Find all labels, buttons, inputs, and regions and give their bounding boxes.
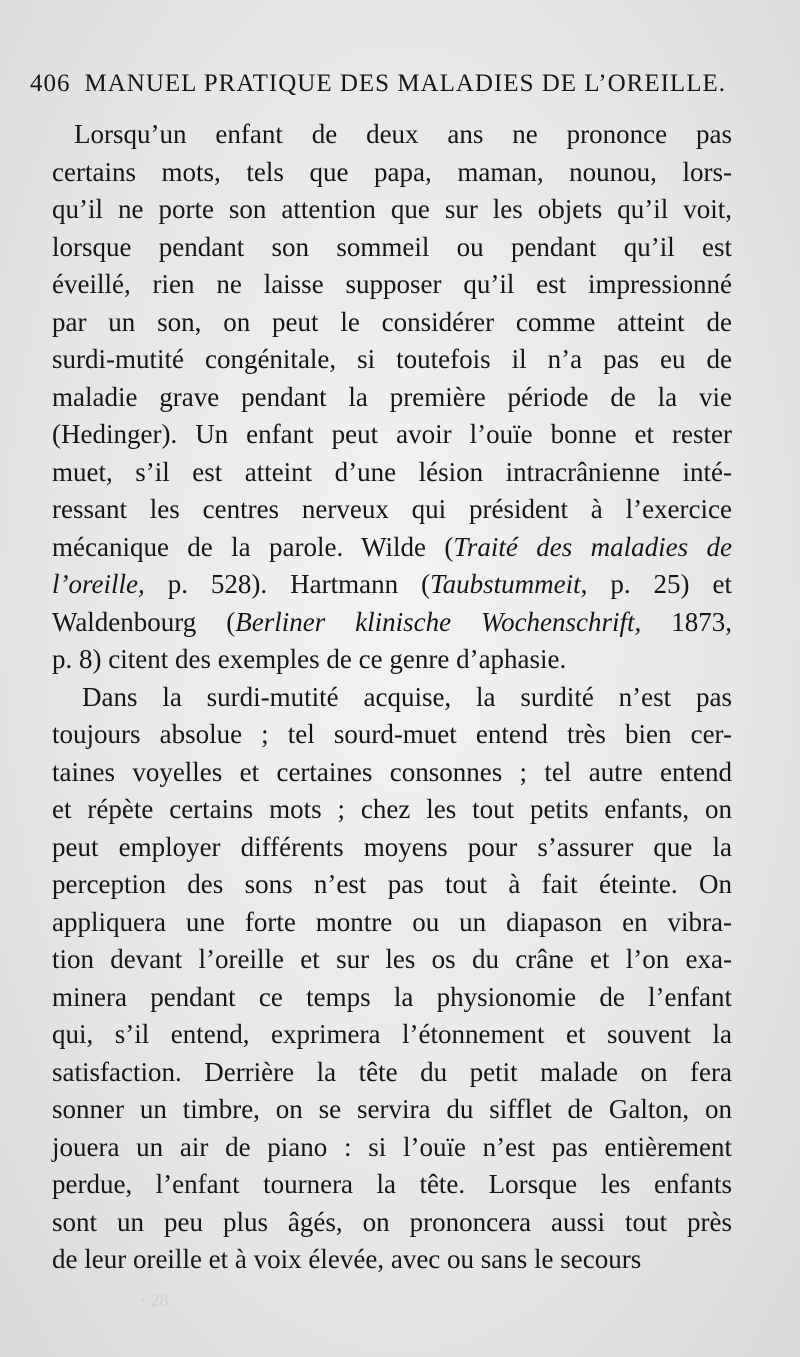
text-line (52, 416, 732, 454)
text-segment: appliquera une forte montre ou un diapason en vibra- (52, 906, 732, 937)
text-segment: lorsque pendant son sommeil ou pendant qu’il est (52, 231, 732, 262)
text-line (52, 1241, 732, 1279)
text-segment: perdue, l’enfant tournera la tête. Lorsque les enfants (52, 1169, 732, 1199)
text-line (52, 1016, 732, 1054)
text-line (52, 529, 732, 567)
text-line (52, 1204, 732, 1242)
text-segment: (Hedinger). Un enfant peut avoir l’ouïe bonne et rester (52, 419, 732, 449)
text-segment: qu’il ne porte son attention que sur les objets qu’il voit, (52, 194, 732, 224)
text-line (52, 341, 732, 379)
text-segment: p. 8) citent des exemples de ce genre d’aphasie. (52, 644, 567, 674)
text-segment: tion devant l’oreille et sur les os du crâne et l’on exa- (52, 944, 732, 974)
text-segment: satisfaction. Derrière la tête du petit malade on fera (52, 1056, 732, 1087)
text-segment: minera pendant ce temps la physionomie de l’enfant (52, 981, 732, 1012)
text-segment: Waldenbourg ( (52, 606, 236, 637)
italic-text: Taubstummeit, (430, 569, 588, 599)
italic-text: Traité des maladies de (453, 531, 732, 562)
text-segment: sont un peu plus âgés, on prononcera aussi tout près (52, 1206, 732, 1237)
text-line (52, 941, 732, 979)
bottom-mark: · 28 (140, 1290, 169, 1310)
text-segment: mécanique de la parole. Wilde ( (52, 531, 454, 562)
text-line (52, 1054, 732, 1092)
text-segment: Lorsqu’un enfant de deux ans ne prononce pas (74, 119, 732, 149)
text-segment: muet, s’il est atteint d’une lésion intracrânienne inté- (52, 456, 732, 487)
text-segment: éveillé, rien ne laisse supposer qu’il est impressionné (52, 269, 732, 299)
text-segment: taines voyelles et certaines consonnes ; tel autre entend (52, 756, 732, 787)
text-segment: sonner un timbre, on se servira du sifflet de Galton, on (52, 1094, 732, 1124)
text-line (52, 716, 732, 754)
text-line (52, 1166, 732, 1204)
text-line (52, 866, 732, 904)
text-line (52, 829, 732, 867)
text-line (52, 566, 732, 604)
italic-text: l’oreille, (52, 569, 145, 599)
running-header (30, 70, 770, 98)
text-line (52, 454, 732, 492)
text-line (52, 379, 732, 417)
text-segment: et répète certains mots ; chez les tout petits enfants, on (52, 794, 732, 824)
text-segment: certains mots, tels que papa, maman, nounou, lors- (52, 156, 732, 187)
text-segment: qui, s’il entend, exprimera l’étonnement et souvent la (52, 1019, 732, 1049)
text-segment: perception des sons n’est pas tout à fait éteinte. On (52, 869, 732, 899)
text-segment: p. 25) et (587, 569, 732, 599)
text-segment: Dans la surdi-mutité acquise, la surdité n’est pas (82, 681, 732, 712)
text-line (52, 641, 732, 679)
text-segment: toujours absolue ; tel sourd-muet entend très bien cer- (52, 719, 732, 749)
text-segment: peut employer différents moyens pour s’assurer que la (52, 831, 732, 862)
body-text (52, 116, 732, 1279)
italic-text: Berliner klinische Wochenschrift, (235, 606, 642, 637)
text-segment: 1873, (641, 606, 732, 637)
text-line (52, 266, 732, 304)
text-segment: ressant les centres nerveux qui président à l’exercice (52, 494, 732, 524)
text-segment: surdi-mutité congénitale, si toutefois il n’a pas eu de (52, 344, 732, 374)
text-line (52, 604, 732, 642)
text-line (52, 191, 732, 229)
text-line (52, 116, 732, 154)
text-line (52, 1129, 732, 1167)
text-segment: p. 528). Hartmann ( (144, 569, 431, 599)
text-segment: par un son, on peut le considérer comme atteint de (52, 306, 732, 337)
text-line (52, 791, 732, 829)
text-line (52, 979, 732, 1017)
text-line (52, 229, 732, 267)
text-segment: jouera un air de piano : si l’ouïe n’est pas entièrement (52, 1131, 732, 1162)
text-line (52, 154, 732, 192)
page-number: 406 (30, 70, 71, 97)
text-line (52, 679, 732, 717)
running-title: MANUEL PRATIQUE DES MALADIES DE L’OREILLE. (84, 70, 726, 97)
text-segment: de leur oreille et à voix élevée, avec ou sans le secours (52, 1244, 642, 1274)
text-line (52, 1091, 732, 1129)
text-line (52, 304, 732, 342)
text-line (52, 754, 732, 792)
text-line (52, 904, 732, 942)
text-segment: maladie grave pendant la première période de la vie (52, 381, 732, 412)
text-line (52, 491, 732, 529)
